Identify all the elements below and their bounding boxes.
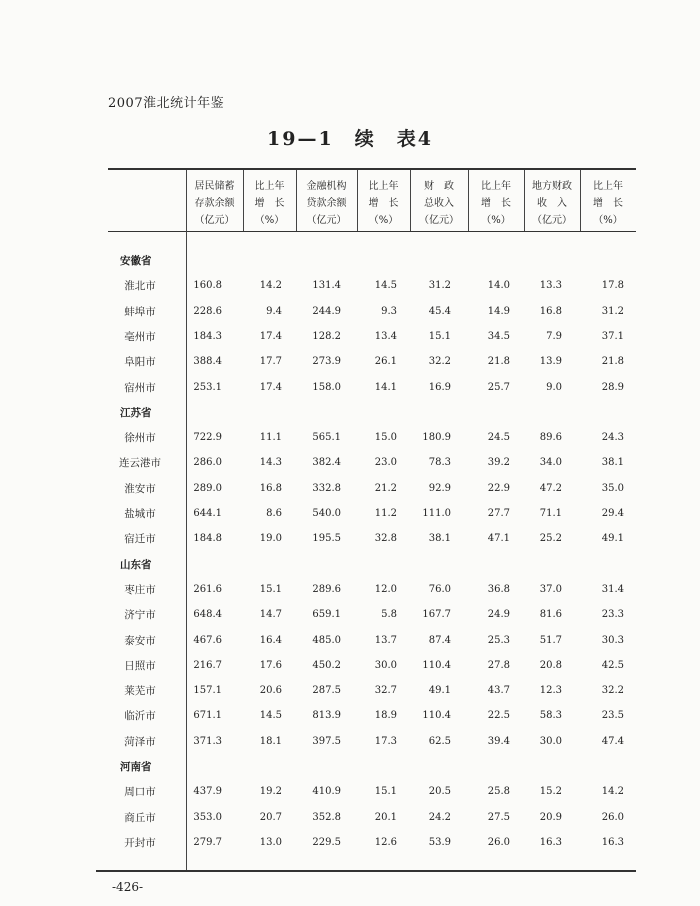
table-cell: 14.1 [374,381,397,393]
table-cell: 16.4 [259,634,282,646]
column-header-line: （%） [481,215,511,226]
table-cell: 17.8 [601,280,624,292]
yearbook-title: 2007淮北统计年鉴 [108,96,225,111]
column-header [186,178,243,229]
table-cell: 467.6 [193,634,222,646]
table-cell: 25.8 [487,786,510,798]
table-cell: 9.4 [266,305,282,317]
city-label: 莱芜市 [124,685,156,698]
table-cell: 13.0 [259,836,282,848]
province-row [0,555,700,575]
column-header [357,178,410,229]
table-cell: 8.6 [266,508,282,519]
table-cell: 397.5 [312,735,341,747]
column-header-line: 财 政 [424,181,454,192]
table-cell: 111.0 [422,508,451,519]
column-header-line: 增 长 [254,198,285,209]
table-cell: 19.0 [259,533,282,545]
table-cell: 20.9 [539,811,562,823]
table-cell: 371.3 [193,735,222,747]
table-cell: 228.6 [193,305,222,317]
table-cell: 21.8 [601,356,624,368]
table-cell: 35.0 [601,482,624,494]
table-cell: 16.3 [539,836,562,848]
table-row [0,302,700,322]
table-cell: 21.2 [374,482,397,494]
table-title: 19—1 续 表4 [267,128,433,150]
province-row [0,251,700,271]
table-cell: 30.0 [374,659,397,671]
table-cell: 39.4 [487,735,510,747]
city-label: 盐城市 [124,508,156,520]
province-label: 河南省 [120,761,152,773]
table-cell: 39.2 [487,457,510,469]
table-row [0,732,700,752]
table-cell: 17.3 [374,735,397,747]
table-cell: 648.4 [193,609,222,621]
city-label: 亳州市 [124,330,156,343]
table-cell: 11.1 [259,432,282,444]
table-cell: 37.1 [601,330,624,342]
table-row [0,479,700,499]
table-row [0,453,700,473]
table-cell: 14.3 [259,457,282,469]
table-row [0,378,700,398]
table-cell: 30.0 [539,735,562,747]
table-cell: 195.5 [312,533,341,545]
table-cell: 216.7 [193,659,222,671]
table-cell: 13.3 [539,280,562,292]
table-cell: 128.2 [312,330,341,342]
table-cell: 20.7 [259,811,282,823]
table-cell: 32.2 [601,685,624,697]
table-cell: 24.3 [601,432,624,444]
city-label: 商丘市 [124,811,156,824]
table-cell: 25.2 [539,533,562,545]
city-label: 周口市 [124,786,156,799]
table-cell: 131.4 [312,280,341,292]
table-row [0,681,700,701]
table-cell: 158.0 [312,381,341,393]
table-cell: 30.3 [601,634,624,646]
column-header-line: 增 长 [368,198,399,209]
table-cell: 49.1 [601,533,624,545]
table-row [0,504,700,524]
table-cell: 53.9 [428,836,451,848]
table-cell: 273.9 [312,356,341,368]
table-cell: 14.2 [601,786,624,798]
table-cell: 244.9 [312,305,341,317]
table-cell: 184.8 [193,533,222,545]
column-header-line: 贷款余额 [306,198,347,209]
column-header-line: （亿元） [532,215,572,226]
city-label: 菏泽市 [124,735,156,748]
table-cell: 540.0 [312,508,341,519]
table-cell: 7.9 [546,330,562,342]
column-header-line: （亿元） [306,215,347,226]
column-header-line: （%） [254,215,285,226]
table-cell: 32.7 [374,685,397,697]
city-label: 济宁市 [124,609,156,622]
table-cell: 352.8 [312,811,341,823]
table-cell: 34.0 [539,457,562,469]
city-label: 宿迁市 [124,533,156,546]
table-cell: 15.0 [374,432,397,444]
table-cell: 62.5 [428,735,451,747]
table-cell: 21.8 [487,356,510,368]
table-cell: 22.5 [487,710,510,722]
table-cell: 565.1 [312,432,341,444]
table-cell: 31.2 [601,305,624,317]
table-cell: 78.3 [428,457,451,469]
column-header [243,178,296,229]
table-cell: 14.7 [259,609,282,621]
table-top-rule [108,168,636,170]
table-cell: 14.5 [374,280,397,292]
table-cell: 16.8 [259,482,282,494]
table-cell: 26.0 [487,836,510,848]
table-cell: 18.9 [374,710,397,722]
table-cell: 23.3 [601,609,624,621]
table-cell: 27.5 [487,811,510,823]
table-cell: 160.8 [193,280,222,292]
column-header-line: 居民储蓄 [194,181,235,192]
table-cell: 76.0 [428,583,451,595]
table-cell: 382.4 [312,457,341,469]
table-cell: 16.9 [428,381,451,393]
table-cell: 289.6 [312,583,341,595]
table-cell: 31.2 [428,280,451,292]
table-cell: 287.5 [312,685,341,697]
table-cell: 25.3 [487,634,510,646]
table-cell: 722.9 [193,432,222,444]
table-cell: 13.9 [539,356,562,368]
table-row [0,631,700,651]
table-cell: 14.2 [259,280,282,292]
table-cell: 25.7 [487,381,510,393]
column-header-line: 存款余额 [194,198,235,209]
column-header [580,178,636,229]
table-cell: 42.5 [601,659,624,671]
table-cell: 20.8 [539,659,562,671]
table-cell: 26.0 [601,811,624,823]
table-cell: 289.0 [193,482,222,494]
table-cell: 261.6 [193,583,222,595]
table-row [0,706,700,726]
table-cell: 9.3 [381,305,397,317]
column-header-line: （%） [368,215,399,226]
table-cell: 12.6 [374,836,397,848]
table-cell: 23.5 [601,710,624,722]
table-row [0,352,700,372]
table-cell: 15.1 [259,583,282,595]
table-cell: 110.4 [422,659,451,671]
table-cell: 47.4 [601,735,624,747]
table-cell: 18.1 [259,735,282,747]
table-cell: 485.0 [312,634,341,646]
city-label: 蚌埠市 [124,305,156,318]
province-row [0,757,700,777]
province-label: 山东省 [120,558,152,571]
table-cell: 15.1 [428,330,451,342]
table-cell: 32.2 [428,356,451,368]
table-cell: 27.8 [487,659,510,671]
header-bottom-rule [108,231,636,232]
table-row [0,808,700,828]
table-bottom-rule [96,870,636,872]
column-header-line: 比上年 [254,181,285,192]
city-label: 临沂市 [124,710,156,723]
city-label: 日照市 [124,659,156,672]
table-cell: 11.2 [374,508,397,519]
table-cell: 26.1 [374,356,397,368]
table-cell: 437.9 [193,786,222,798]
table-row [0,782,700,802]
table-row [0,656,700,676]
table-cell: 17.4 [259,381,282,393]
table-cell: 184.3 [193,330,222,342]
column-header-line: 比上年 [481,181,511,192]
table-cell: 13.7 [374,634,397,646]
table-cell: 81.6 [539,609,562,621]
city-label: 徐州市 [124,432,156,445]
city-label: 淮安市 [124,482,156,495]
table-cell: 110.4 [422,710,451,722]
table-cell: 17.4 [259,330,282,342]
column-header-line: 金融机构 [306,181,347,192]
column-header-line: （亿元） [419,215,459,226]
table-cell: 58.3 [539,710,562,722]
column-header-line: 比上年 [368,181,399,192]
table-row [0,529,700,549]
table-cell: 644.1 [193,508,222,519]
table-cell: 20.6 [259,685,282,697]
table-cell: 24.5 [487,432,510,444]
table-cell: 29.4 [601,508,624,519]
city-label: 淮北市 [124,280,156,293]
table-cell: 38.1 [601,457,624,469]
column-header [296,178,357,229]
table-cell: 27.7 [487,508,510,519]
table-cell: 24.2 [428,811,451,823]
column-header [524,178,580,229]
column-header-line: 比上年 [593,181,623,192]
table-cell: 12.0 [374,583,397,595]
table-cell: 17.6 [259,659,282,671]
table-cell: 15.1 [374,786,397,798]
table-cell: 14.0 [487,280,510,292]
table-row [0,833,700,853]
province-row [0,403,700,423]
city-label: 宿州市 [124,381,156,394]
table-cell: 12.3 [539,685,562,697]
table-cell: 16.3 [601,836,624,848]
table-cell: 47.1 [487,533,510,545]
table-cell: 180.9 [422,432,451,444]
table-cell: 16.8 [539,305,562,317]
table-cell: 157.1 [193,685,222,697]
table-row [0,580,700,600]
table-cell: 37.0 [539,583,562,595]
page-number: -426- [112,880,144,894]
table-cell: 17.7 [259,356,282,368]
table-cell: 22.9 [487,482,510,494]
table-cell: 51.7 [539,634,562,646]
table-cell: 353.0 [193,811,222,823]
table-cell: 5.8 [381,609,397,621]
table-cell: 87.4 [428,634,451,646]
table-cell: 28.9 [601,381,624,393]
table-cell: 20.1 [374,811,397,823]
table-cell: 167.7 [422,609,451,621]
table-cell: 34.5 [487,330,510,342]
city-label: 泰安市 [124,634,156,647]
table-cell: 15.2 [539,786,562,798]
table-cell: 92.9 [428,482,451,494]
column-header-line: 地方财政 [532,181,572,192]
table-cell: 47.2 [539,482,562,494]
table-row [0,428,700,448]
table-cell: 14.9 [487,305,510,317]
column-header [468,178,524,229]
table-cell: 49.1 [428,685,451,697]
city-label: 枣庄市 [124,583,156,596]
table-cell: 659.1 [312,609,341,621]
table-row [0,327,700,347]
table-cell: 410.9 [312,786,341,798]
column-header-line: 收 入 [537,198,567,209]
table-cell: 671.1 [193,710,222,722]
table-cell: 286.0 [193,457,222,469]
table-cell: 253.1 [193,381,222,393]
table-cell: 388.4 [193,356,222,368]
table-cell: 71.1 [539,508,562,519]
table-cell: 813.9 [312,710,341,722]
column-header-line: （%） [593,215,623,226]
table-cell: 450.2 [312,659,341,671]
table-cell: 24.9 [487,609,510,621]
table-cell: 14.5 [259,710,282,722]
table-cell: 279.7 [193,836,222,848]
column-header-line: 增 长 [481,198,511,209]
city-label: 阜阳市 [124,356,156,369]
table-cell: 332.8 [312,482,341,494]
table-cell: 13.4 [374,330,397,342]
table-cell: 23.0 [374,457,397,469]
city-label: 连云港市 [119,457,161,470]
column-header [410,178,468,229]
table-cell: 43.7 [487,685,510,697]
table-cell: 229.5 [312,836,341,848]
city-label: 开封市 [124,836,156,849]
table-cell: 19.2 [259,786,282,798]
column-header-line: 增 长 [593,198,623,209]
province-label: 江苏省 [120,406,152,419]
table-row [0,276,700,296]
table-cell: 89.6 [539,432,562,444]
table-cell: 31.4 [601,583,624,595]
column-header-line: 总收入 [424,198,454,209]
table-cell: 45.4 [428,305,451,317]
column-header-line: （亿元） [194,215,235,226]
table-cell: 20.5 [428,786,451,798]
table-row [0,605,700,625]
table-cell: 32.8 [374,533,397,545]
province-label: 安徽省 [120,255,152,267]
table-cell: 36.8 [487,583,510,595]
table-cell: 9.0 [546,381,562,393]
table-cell: 38.1 [428,533,451,545]
